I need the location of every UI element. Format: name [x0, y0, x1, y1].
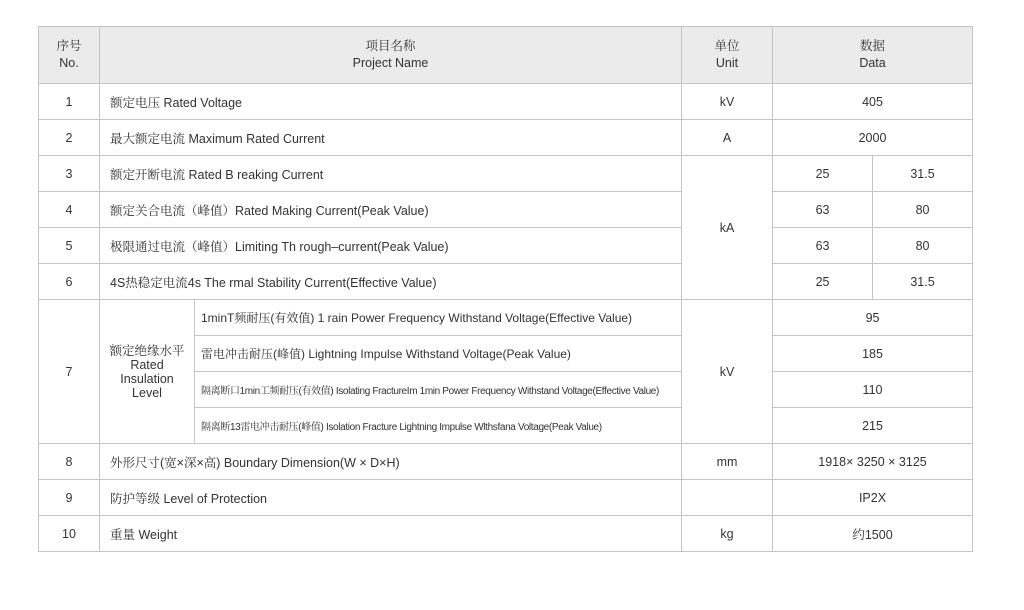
row-number: 3 — [39, 156, 100, 192]
header-unit-en: Unit — [715, 56, 739, 70]
table-row-9 — [39, 480, 973, 516]
row-number: 8 — [39, 444, 100, 480]
item-name: 额定关合电流（峰值）Rated Making Current(Peak Value) — [100, 192, 682, 228]
item-value-2: 80 — [873, 228, 973, 264]
header-no — [39, 27, 100, 84]
header-unit-cn: 单位 — [714, 39, 740, 53]
item-value-2: 31.5 — [873, 156, 973, 192]
item-value-1: 63 — [773, 228, 873, 264]
item-name: 外形尺寸(宽×深×高) Boundary Dimension(W × D×H) — [100, 444, 682, 480]
header-row — [39, 27, 973, 84]
table-row-3 — [39, 156, 973, 192]
sub-item-value: 215 — [773, 408, 973, 444]
table-row-8 — [39, 444, 973, 480]
item-name: 额定电压 Rated Voltage — [100, 84, 682, 120]
item-unit — [682, 480, 773, 516]
insulation-label-en-3: Level — [132, 385, 162, 400]
header-no-en: No. — [59, 56, 79, 70]
row-number: 4 — [39, 192, 100, 228]
row-number: 6 — [39, 264, 100, 300]
item-unit: mm — [682, 444, 773, 480]
header-no-cn: 序号 — [56, 39, 82, 53]
insulation-level-group — [100, 300, 195, 444]
header-unit — [682, 27, 773, 84]
insulation-label-en-1: Rated — [130, 357, 164, 372]
item-value: IP2X — [773, 480, 973, 516]
spec-table — [38, 26, 973, 552]
item-value-1: 25 — [773, 156, 873, 192]
sub-item-name: 隔离断口1min工频耐压(有效值) Isolating FractureIm 1min Power Frequency Withstand Voltage(Effective Value) — [195, 372, 682, 408]
item-value: 405 — [773, 84, 973, 120]
row-number: 9 — [39, 480, 100, 516]
item-name: 4S热稳定电流4s The rmal Stability Current(Effective Value) — [100, 264, 682, 300]
row-number: 2 — [39, 120, 100, 156]
item-name: 最大额定电流 Maximum Rated Current — [100, 120, 682, 156]
table-row-10 — [39, 516, 973, 552]
item-value-2: 31.5 — [873, 264, 973, 300]
header-data-en: Data — [859, 56, 886, 70]
item-value: 1918× 3250 × 3125 — [773, 444, 973, 480]
header-name-en: Project Name — [352, 56, 429, 70]
item-value: 约1500 — [773, 516, 973, 552]
header-project-name — [100, 27, 682, 84]
table-row-6 — [39, 264, 973, 300]
table-row-4 — [39, 192, 973, 228]
sub-item-name: 1minT频耐压(有效值) 1 rain Power Frequency Withstand Voltage(Effective Value) — [195, 300, 682, 336]
sub-item-name: 隔离断13雷电冲击耐压(峰值) Isolation Fracture Lightning Impulse Wlthsfana Voltage(Peak Value) — [195, 408, 682, 444]
row-number: 10 — [39, 516, 100, 552]
item-unit: A — [682, 120, 773, 156]
header-data — [773, 27, 973, 84]
item-name: 额定开断电流 Rated B reaking Current — [100, 156, 682, 192]
item-name: 重量 Weight — [100, 516, 682, 552]
item-unit-merged: kV — [682, 300, 773, 444]
table-row-7 — [39, 300, 973, 336]
item-value-1: 25 — [773, 264, 873, 300]
row-number: 1 — [39, 84, 100, 120]
item-unit: kV — [682, 84, 773, 120]
row-number: 5 — [39, 228, 100, 264]
sub-item-value: 185 — [773, 336, 973, 372]
sub-item-value: 95 — [773, 300, 973, 336]
sub-item-value: 110 — [773, 372, 973, 408]
insulation-label-en-2: Insulation — [120, 371, 174, 386]
item-unit-merged: kA — [682, 156, 773, 300]
row-number: 7 — [39, 300, 100, 444]
item-name: 极限通过电流（峰值）Limiting Th rough–current(Peak Value) — [100, 228, 682, 264]
item-name: 防护等级 Level of Protection — [100, 480, 682, 516]
header-data-cn: 数据 — [860, 39, 886, 53]
table-row-5 — [39, 228, 973, 264]
item-value: 2000 — [773, 120, 973, 156]
sub-item-name: 雷电冲击耐压(峰值) Lightning Impulse Withstand Voltage(Peak Value) — [195, 336, 682, 372]
table-row-1 — [39, 84, 973, 120]
item-value-2: 80 — [873, 192, 973, 228]
insulation-label-cn: 额定绝缘水平 — [109, 343, 185, 358]
header-name-cn: 项目名称 — [365, 39, 416, 53]
item-unit: kg — [682, 516, 773, 552]
item-value-1: 63 — [773, 192, 873, 228]
table-row-2 — [39, 120, 973, 156]
